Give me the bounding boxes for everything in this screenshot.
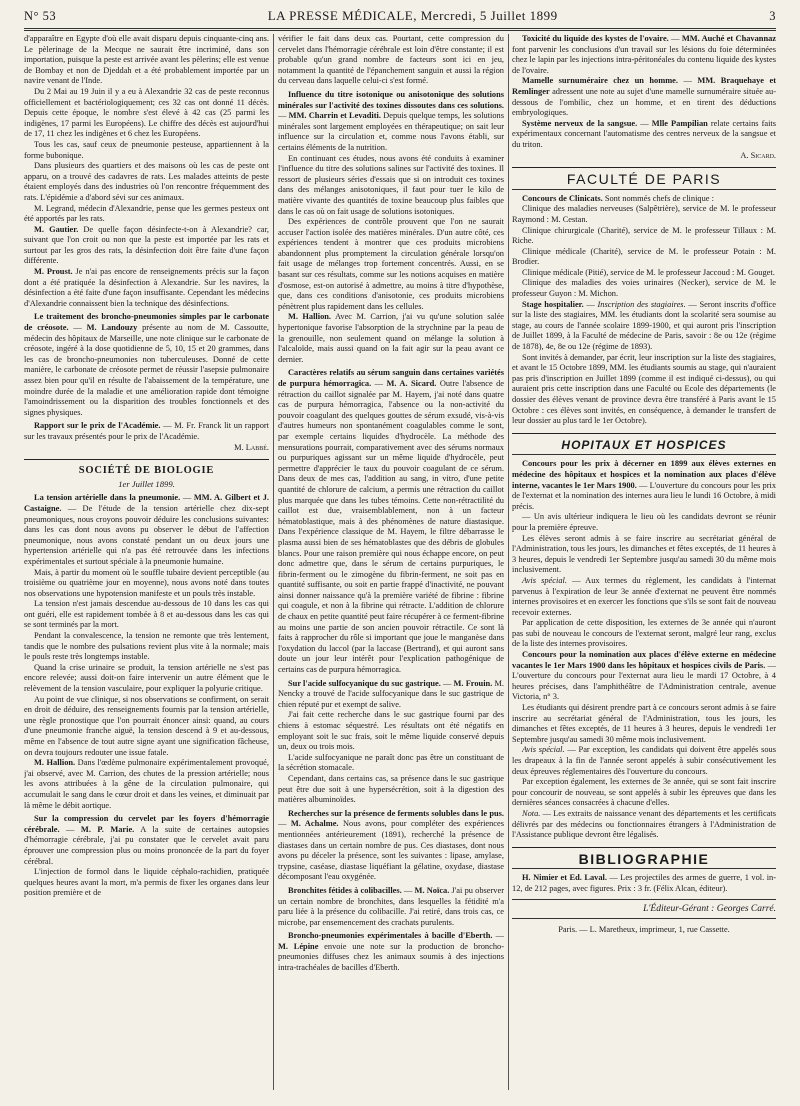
- paragraph: M. Hallion. Avec M. Carrion, j'ai vu qu'une solution salée hypertonique favorise l'absorption de la strychnine par la peau de la grenouille, non seulement quand on mélange la solution à l'alcaloïde, mais aussi quand on la fait agir sur la peau avant ce dernier.: [278, 312, 504, 364]
- paragraph: Toxicité du liquide des kystes de l'ovaire. — MM. Auché et Chavannaz font parvenir les conclusions d'un travail sur les lésions du foie déterminées chez le lapin par les injections intra-péritonéales du contenu liquide des kystes de l'ovaire.: [512, 34, 776, 75]
- paragraph: Concours pour les prix à décerner en 1899 aux élèves externes en médecine des hôpitaux et hospices et la nomination aux places d'élève interne, vacantes le 1er Mars 1900. — L'ouverture du concours pour les prix de l'externat et la nomination des internes aura lieu le lundi 16 Octobre, à midi précis.: [512, 459, 776, 511]
- paragraph: Système nerveux de la sangsue. — Mlle Pampilian relate certains faits expérimentaux concernant l'automatisme des centres nerveux de la sangsue et du triton.: [512, 118, 776, 149]
- section-title: HOPITAUX ET HOSPICES: [561, 437, 727, 452]
- speaker-name: M. Landouzy: [86, 323, 138, 333]
- article-title: Sur l'acide sulfocyanique du suc gastrique.: [288, 678, 441, 688]
- paragraph: Tous les cas, sauf ceux de pneumonie pesteuse, appartiennent à la forme bubonique.: [24, 139, 269, 160]
- speaker-name: M. Hallion.: [288, 312, 332, 322]
- section-rule: [24, 459, 269, 460]
- article-title: Concours pour les prix à décerner en 1899 aux élèves externes en médecine des hôpitaux et hospices et la nomination aux places d'élève interne, vacantes le 1er Mars 1900.: [512, 459, 776, 490]
- page-number-left: N° 53: [24, 9, 57, 23]
- paragraph: M. Gautier. De quelle façon désinfecte-t-on à Alexandrie? car, suivant que l'on croit ou non que la peste est importée par les rats et surtout par les gros des rats, la désinfection doit être faite d'une façon différente.: [24, 224, 269, 266]
- paragraph: Clinique chirurgicale (Charité), service de M. le professeur Tillaux : M. Riche.: [512, 225, 776, 246]
- signature: M. Labbé.: [234, 442, 269, 452]
- paragraph: — Un avis ultérieur indiquera le lieu où les candidats devront se réunir pour la première épreuve.: [512, 512, 776, 532]
- paragraph: Recherches sur la présence de ferments solubles dans le pus. — M. Achalme. Nous avons, pour compléter des expériences mentionnées antérieurement (1891), recherché la présence de diastases dans un certain nombre de pus. Ces diastases, dont nous avons pu déceler la présence, sont les suivantes : lipase, amylase, trypsine, caséase, diastase liquéfiant la gélatine, oxydase, diastase décomposant l'eau oxygénée.: [278, 808, 504, 882]
- paragraph: d'apparaître en Egypte d'où elle avait disparu depuis cinquante-cinq ans. Le pèlerinage de la Mecque ne saurait être incriminé, dans son importation, puisque la peste est arrivée avant les pèlerins; elle est venue de Bombay et non de Djeddah et a été probablement importée par un navire venant de l'Inde.: [24, 34, 269, 86]
- article-title: Stage hospitalier.: [522, 299, 584, 309]
- speaker-name: MM. Braquehaye et Remlinger: [512, 76, 776, 96]
- section-rule: [512, 189, 776, 190]
- section-title: BIBLIOGRAPHIE: [578, 850, 710, 867]
- section-title: SOCIÉTÉ DE BIOLOGIE: [78, 465, 215, 477]
- paragraph: M. Proust. Je n'ai pas encore de renseignements précis sur la façon dont a été pratiquée la désinfection à Alexandrie. Sur les navires, la désinfection a été faite d'une façon insuffisante. Cependant les médecins d'Alexandrie connaissent bien la technique des désinfections.: [24, 267, 269, 308]
- paragraph: Du 2 Mai au 19 Juin il y a eu à Alexandrie 32 cas de peste reconnus officiellement et bactériologiquement; ces 32 cas ont donné 11 décès. Depuis cette époque, le nombre s'est élevé à 42 cas (25 parmi les indigènes, 17 parmi les Européens). Le chiffre des décès est aujourd'hui de 17, 11 chez les indigènes et 6 chez les Européens.: [24, 86, 269, 139]
- article-title: Broncho-pneumonies expérimentales à bacille d'Eberth.: [288, 931, 493, 941]
- article-title: Caractères relatifs au sérum sanguin dans certaines variétés de purpura hémorragica.: [278, 368, 504, 388]
- journal-title: LA PRESSE MÉDICALE, Mercredi, 5 Juillet 1899: [267, 8, 558, 23]
- article-title: Mamelle surnuméraire chez un homme.: [522, 76, 678, 86]
- paragraph: En continuant ces études, nous avons été conduits à examiner l'influence du titre des solutions salines sur l'activité des toxines. Il ressort de plusieurs séries d'essais que si on introduit ces toxines dans des mélanges anisotoniques, il faut pour tuer le kilo de matière vivante des quantités de toxine beaucoup plus faibles que dans le cas où on fait usage de solutions isotoniques.: [278, 153, 504, 216]
- paragraph: vérifier le fait dans deux cas. Pourtant, cette compression du cervelet dans l'hémorragie cérébrale est loin d'être constante; il est probable qu'un grand nombre de facteurs sont ici en jeu, notamment la quantité de l'épanchement sanguin et aussi la région du cerveau dans laquelle celui-ci s'est formé.: [278, 34, 504, 86]
- article-title: Rapport sur le prix de l'Académie.: [34, 421, 161, 431]
- article-title: Concours pour la nomination aux places d'élève externe en médecine vacantes le 1er Mars 1900 dans les hôpitaux et hospices civils de Paris.: [512, 650, 776, 670]
- article-title: La tension artérielle dans la pneumonie.: [34, 493, 181, 503]
- column-divider: [508, 34, 509, 1090]
- speaker-name: M. Hallion.: [34, 758, 76, 768]
- paragraph: M. Legrand, médecin d'Alexandrie, pense que les germes pesteux ont été apportés par les rats.: [24, 203, 269, 224]
- article-title: Influence du titre isotonique ou anisotonique des solutions minérales sur l'activité des toxines dissoutes dans ces solutions.: [278, 89, 504, 110]
- editor-line: L'Éditeur-Gérant : Georges Carré.: [643, 903, 776, 914]
- speaker-name: M. P. Marie.: [80, 824, 135, 834]
- section-title: FACULTÉ DE PARIS: [566, 171, 722, 188]
- paragraph: Clinique médicale (Pitié), service de M. le professeur Jaccoud : M. Gouget.: [522, 267, 775, 277]
- paragraph: Dans plusieurs des quartiers et des maisons où les cas de peste ont apparu, on a trouvé des cadavres de rats. Les malades atteints de peste étaient employés dans des industries où l'on rencontre fréquemment des rats. L'épidémie a d'abord sévi sur ces animaux.: [24, 161, 269, 202]
- paragraph: Par exception également, les externes de 3e année, qui se sont fait inscrire pour concourir de nouveau, se sont appelés à subir les épreuves que dans les dernières séances consacrées à chacune d'elles.: [512, 777, 776, 808]
- paragraph: Cependant, dans certains cas, sa présence dans le suc gastrique peut être due soit à une hypersécrétion, soit à la digestion des matières albuminoïdes.: [278, 773, 504, 805]
- paragraph: Mamelle surnuméraire chez un homme. — MM. Braquehaye et Remlinger adressent une note au sujet d'une mamelle surnuméraire située au-dessous de l'ombilic, chez un homme, et en tirent des déductions embryologiques.: [512, 76, 776, 118]
- speaker-name: M. Frouin.: [453, 678, 493, 688]
- speaker-name: Mlle Pampilian: [651, 118, 708, 128]
- article-title: Toxicité du liquide des kystes de l'ovaire.: [522, 34, 669, 43]
- speaker-name: MM. A. Gilbert et J. Castaigne.: [24, 493, 269, 513]
- paragraph: Clinique des maladies nerveuses (Salpêtrière), service de M. le professeur Raymond : M. Cestan.: [512, 204, 776, 224]
- paragraph: Pendant la convalescence, la tension ne remonte que très lentement, tandis que le nombre des pulsations revient plus vite à la normale; mais le pouls reste très longtemps instable.: [24, 631, 269, 662]
- speaker-name: M. Noïca.: [414, 885, 450, 895]
- paragraph: Concours pour la nomination aux places d'élève externe en médecine vacantes le 1er Mars 1900 dans les hôpitaux et hospices civils de Paris. — L'ouverture du concours pour l'externat aura lieu le mardi 17 Octobre, à 4 heures précises, dans l'amphithéâtre de l'Administration centrale, avenue Victoria, n° 3.: [512, 650, 776, 702]
- paragraph: Caractères relatifs au sérum sanguin dans certaines variétés de purpura hémorragica. — M. A. Sicard. Outre l'absence de rétraction du caillot signalée par M. Hayem, j'ai noté dans quatre cas de purpura hémorragica, l'absence ou la non-activité du pouvoir coagulant des quelques gouttes de sérum exsudé, vis-à-vis d'autres humeurs non spontanément coagulables comme le sont, par exemple certains liquides d'hydrocèle. La méthode des mensurations pourrait, comparativement avec des sérums normaux ou purpuriques agissant sur un même liquide d'hydrocèle, peut permettre d'apprécier le taux du pouvoir coagulant de ce sérum. Dans deux de mes cas, l'addition au sang, in vitro, d'une petite quantité de chlorure de calcium, a permis une rétraction du caillot plus marquée que dans les tubes témoins. Cette non-rétractilité du caillot est due, vraisemblablement, non à un facteur hématoblastique, mais à des phénomènes de nature diastasique. Dans l'expérience classique de M. Hayem, le filtre débarrasse le plasma aussi bien de ses hématoblastes que des débris de globules blancs. Pour une raison première qui nous échappe encore, on peut donc admettre que, dans le sérum de certains purpuriques, le fibrin-ferment ou le zimogène du fibrin-ferment, ne soit pas en quantité suffisante, ou soit en partie frappé d'inactivité, ne pouvant ainsi donner naissance qu'à la première variété de fibrine : fibrine qui coagule, et non à la fibrine qui rétracte. L'addition de chlorure de chaux en petite quantité peut faire récupérer à ce ferment-fibrine au moins une partie de son ancien pouvoir rétractile. Ce sont là faits à rapprocher du rôle si important que joue le manganèse dans l'oxydation du laccol (par la laccase (Bertrand), et qui auront sans doute un jour leur intérêt pour l'explication pathogénique de certains cas de purpura hémorragica.: [278, 368, 504, 675]
- column-divider: [273, 34, 274, 1090]
- top-rule: [24, 28, 776, 31]
- paragraph: Stage hospitalier. — Inscription des stagiaires. — Seront inscrits d'office sur la liste des stagiaires, MM. les étudiants dont la scolarité sera soumise au stage, au cours de l'année scolaire 1899-1900, et qui auront pris l'inscription de Juillet 1899, à la Faculté de médecine de Paris, savoir : 8e ou 12e (régime de 1878), 4e, 8e ou 12e (régime de 1893).: [512, 299, 776, 352]
- paragraph: La tension artérielle dans la pneumonie. — MM. A. Gilbert et J. Castaigne. — De l'étude de la tension artérielle chez dix-sept pneumoniques, nous croyons pouvoir déduire les conclusions suivantes: dans les cas dont nous avons pu observer le début de l'affection pneumonique, nous avons constaté pendant un ou deux jours une hypertension artérielle qui n'a pas été retrouvée dans les infections expérimentales et surtout spéciale à la pneumonie humaine.: [24, 493, 269, 566]
- paragraph: Sur la compression du cervelet par les foyers d'hémorragie cérébrale. — M. P. Marie. A la suite de certaines autopsies d'hémorragie cérébrale, j'ai pu constater que le cervelet avait paru éprouver une compression plus ou moins prononcée de la part du foyer cérébral.: [24, 814, 269, 866]
- article-title: Recherches sur la présence de ferments solubles dans le pus.: [288, 808, 504, 818]
- section-rule: [512, 454, 776, 455]
- speaker-name: M. A. Sicard.: [386, 379, 437, 388]
- paragraph: Rapport sur le prix de l'Académie. — M. Fr. Franck lit un rapport sur les travaux présentés pour le prix de l'Académie.: [24, 421, 269, 441]
- speaker-name: M. Achalme.: [290, 819, 339, 829]
- masthead: [24, 8, 776, 26]
- speaker-name: M. Lépine: [278, 941, 319, 951]
- article-title: Bronchites fétides à colibacilles.: [288, 885, 402, 895]
- paragraph: Nota. — Les extraits de naissance venant des départements et les certificats délivrés par des médecins ou fonctionnaires étrangers à l'Administration de l'Assistance publique devront être légalisés.: [512, 808, 776, 840]
- paragraph: Quand la crise urinaire se produit, la tension artérielle ne s'est pas encore relevée; aussi doit-on faire intervenir un autre élément que le relèvement de la tension vasculaire, pour expliquer la polyurie critique.: [24, 662, 269, 694]
- paragraph: Bronchites fétides à colibacilles. — M. Noïca. J'ai pu observer un certain nombre de bronchites, dans lesquelles la fétidité m'a paru liée à la présence du colibacille. J'ai retiré, dans trois cas, ce microbe, par ensemencement des crachats purulents.: [278, 885, 504, 927]
- paragraph: Influence du titre isotonique ou anisotonique des solutions minérales sur l'activité des toxines dissoutes dans ces solutions. — MM. Charrin et Levaditi. Depuis quelque temps, les solutions minérales sont largement employées en thérapeutique; on sait leur influence sur la circulation et, comme nous l'avons établi, sur certains éléments de la nutrition.: [278, 89, 504, 152]
- speaker-name: MM. Auché et Chavannaz: [681, 34, 776, 43]
- paragraph: Sont invités à demander, par écrit, leur inscription sur la liste des stagiaires, et avant le 15 Octobre 1899, MM. les étudiants soumis au stage, qui n'auraient pas pris d'inscription en Juillet 1899 (comme il est indiqué ci-dessus), ou qui auraient pris cette inscription dans une Faculté ou Ecole des départements (le dossier des élèves venant de province devra être transféré à Paris avant le 15 Octobre : ces élèves sont invités, en conséquence, à demander le transfert de leur dossier au plus tard le 1er Octobre).: [512, 352, 776, 426]
- printer-line: Paris. — L. Maretheux, imprimeur, 1, rue Cassette.: [558, 925, 730, 935]
- paragraph: Les étudiants qui désirent prendre part à ce concours seront admis à se faire inscrire au secrétariat général de l'Administration, tous les jours, les dimanches et fêtes exceptés, de 11 heures à 3 heures, depuis le vendredi 1er Septembre jusqu'au samedi 30 même mois inclusivement.: [512, 703, 776, 744]
- column-1: [24, 34, 269, 1098]
- section-date: 1er Juillet 1899.: [118, 478, 175, 489]
- paragraph: L'acide sulfocyanique ne paraît donc pas être un constituant de la sécrétion stomacale.: [278, 752, 504, 773]
- paragraph: Avis spécial. — Aux termes du règlement, les candidats à l'internat parvenus à l'expiration de leur 3e année d'externat ne peuvent être nommés internes provisoires et en exercer les fonctions que s'ils se sont fait de nouveau recevoir externes.: [512, 575, 776, 617]
- section-rule: [512, 918, 776, 919]
- article-title: Le traitement des broncho-pneumonies simples par le carbonate de créosote.: [24, 312, 269, 333]
- speaker-name: MM. Charrin et Levaditi.: [288, 111, 381, 121]
- paragraph: Les élèves seront admis à se faire inscrire au secrétariat général de l'Administration, tous les jours, les dimanches et fêtes exceptés, de 11 heures à 3 heures, depuis le vendredi 1er Septembre jusqu'au samedi 30 du même mois inclusivement.: [512, 533, 776, 575]
- paragraph: Broncho-pneumonies expérimentales à bacille d'Eberth. — M. Lépine envoie une note sur la production de broncho-pneumonies diffuses chez les animaux soumis à des injections intra-trachéales de bacilles d'Eberth.: [278, 931, 504, 973]
- paragraph: Mais, à partir du moment où le souffle tubaire devient perceptible (au troisième ou quatrième jour en moyenne), nous avons noté dans toutes nos observations une hypotension manifeste et un pouls très instable.: [24, 567, 269, 598]
- paragraph: Sur l'acide sulfocyanique du suc gastrique. — M. Frouin. M. Nencky a trouvé de l'acide sulfocyanique dans le suc gastrique de chien réputé pur et exempt de salive.: [278, 678, 504, 709]
- page-number-right: 3: [769, 9, 776, 23]
- paragraph: La tension n'est jamais descendue au-dessous de 10 dans les cas qui ont guéri, elle est rapidement tombée à 8 et au-dessous dans les cas qui se sont terminés par la mort.: [24, 599, 269, 630]
- article-title: Sur la compression du cervelet par les foyers d'hémorragie cérébrale.: [24, 814, 269, 834]
- paragraph: Par application de cette disposition, les externes de 3e année qui n'auront pas subi de nouveau le concours de l'externat seront, malgré leur rang, exclus de la liste des internes provisoires.: [512, 618, 776, 649]
- article-title: Concours de Clinicats.: [522, 193, 603, 203]
- speaker-name: H. Nimier et Ed. Laval.: [522, 873, 607, 883]
- paragraph: Le traitement des broncho-pneumonies simples par le carbonate de créosote. — M. Landouzy présente au nom de M. Cassoutte, médecin des hôpitaux de Marseille, une note clinique sur le carbonate de créosote, ingéré à la dose quotidienne de 5, 10, 15 et 20 grammes, dans les cas de broncho-pneumonies non tuberculeuses. Donné de cette manière, le carbonate de créosote permet de réussir l'asepsie pulmonaire assez bien pour qu'il en résulte de l'abaissement de la température, une moindre durée de la maladie et une amélioration rapide dont témoigne l'amoindrissement ou la disparition des troubles fonctionnels et des signes physiques.: [24, 312, 269, 417]
- paragraph: H. Nimier et Ed. Laval. — Les projectiles des armes de guerre, 1 vol. in-12, de 212 pages, avec figures. Prix : 3 fr. (Félix Alcan, éditeur).: [512, 873, 776, 893]
- paragraph: L'injection de formol dans le liquide céphalo-rachidien, pratiquée quelques heures avant la mort, m'a permis de fixer les organes dans leur position première et de: [24, 867, 269, 898]
- section-rule: [512, 868, 776, 869]
- paragraph: Des expériences de contrôle prouvent que l'on ne saurait accuser l'action isolée des matières minérales. D'un autre côté, ces expériences tendent à montrer que ces produits microbiens abandonnent plus promptement la circulation générale lorsqu'on fait usage de mélanges trop fortement concentrés. Aussi, en se basant sur ces résultats, comme sur les notions acquises en matière d'osmose, est-on autorisé à admettre, au moins à titre d'hypothèse, que, dans ces conditions d'anisotonie, ces produits microbiens pénètrent plus rapidement dans les cellules.: [278, 217, 504, 311]
- paragraph: M. Hallion. Dans l'œdème pulmonaire expérimentalement provoqué, j'ai observé, avec M. Carrion, des chutes de la pression artérielle; nous les avons attribuées à la gêne de la circulation pulmonaire, qui accumulait le sang dans le cœur droit et dans les veines, et diminuait par là même le débit aortique.: [24, 758, 269, 810]
- section-rule: [512, 167, 776, 168]
- section-rule: [512, 433, 776, 434]
- paragraph: Concours de Clinicats. Sont nommés chefs de clinique :: [522, 193, 714, 203]
- column-3: [512, 34, 776, 1098]
- column-2: [278, 34, 504, 1098]
- article-title: Système nerveux de la sangsue.: [522, 118, 638, 128]
- signature: A. Sicard.: [740, 150, 776, 160]
- paragraph: Avis spécial. — Par exception, les candidats qui doivent être appelés sous les drapeaux à la fin de l'année seront appelés à subir consécutivement les deux épreuves réglementaires dès l'ouverture du concours.: [512, 745, 776, 776]
- paragraph: Clinique des maladies des voies urinaires (Necker), service de M. le professeur Guyon : M. Michon.: [512, 278, 776, 299]
- speaker-name: M. Proust.: [34, 267, 73, 277]
- speaker-name: M. Gautier.: [34, 224, 79, 234]
- paragraph: Clinique médicale (Charité), service de M. le professeur Potain : M. Brodier.: [512, 246, 776, 267]
- section-rule: [512, 847, 776, 848]
- paragraph: Au point de vue clinique, si nos observations se confirment, on serait en droit de déduire, des renseignements fournis par la tension artérielle, une règle pronostique que l'on pourrait énoncer ainsi: quand, au cours d'une pneumonie franche aiguë, la tension descend à 9 et au-dessous, même en l'absence de tout autre signe ayant une signification fâcheuse, on devra toujours redouter une issue fatale.: [24, 694, 269, 757]
- paragraph: J'ai fait cette recherche dans le suc gastrique fourni par des chiens à estomac séquestré. Les résultats ont été négatifs en employant soit le suc frais, soit le même liquide conservé depuis un, deux ou trois mois.: [278, 710, 504, 752]
- section-rule: [512, 899, 776, 900]
